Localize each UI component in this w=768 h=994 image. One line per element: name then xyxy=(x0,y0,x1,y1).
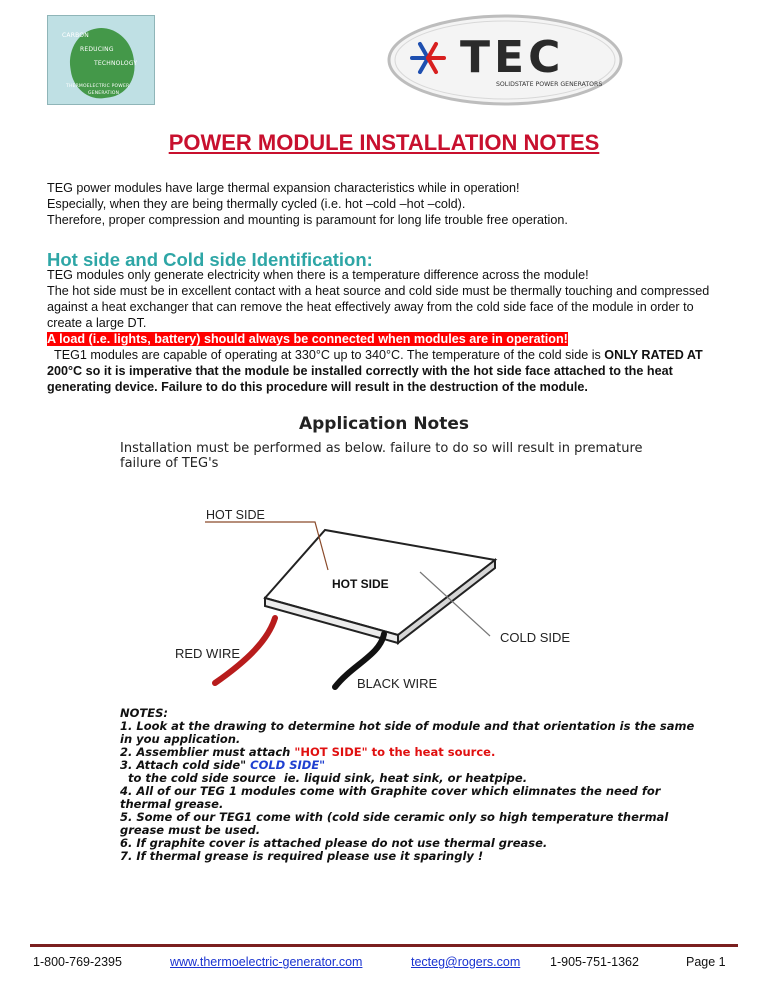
note-3-text: 3. Attach cold side" xyxy=(120,758,251,772)
footer-website[interactable] xyxy=(170,955,362,969)
footer-rule xyxy=(30,944,738,947)
intro-line-2: Especially, when they are being thermally cycled (i.e. hot –cold –hot –cold). xyxy=(47,197,466,211)
note-3-cold-side: COLD SIDE" xyxy=(250,758,326,772)
app-notes-subtitle: Installation must be performed as below. failure to do so will result in premature failure of TEG's xyxy=(120,441,643,471)
logo-text-line2: GENERATION xyxy=(88,91,120,96)
footer-phone-local: 1-905-751-1362 xyxy=(550,955,639,969)
section-p3-normal: TEG1 modules are capable of operating at 330°C up to 340°C. The temperature of the cold side is xyxy=(47,348,605,362)
label-red-wire: RED WIRE xyxy=(175,646,240,661)
logo-text-reducing: REDUCING xyxy=(80,46,114,53)
footer-email-link[interactable]: tecteg@rogers.com xyxy=(411,955,521,969)
tec-logo xyxy=(386,12,624,108)
logo-text-line1: THERMOELECTRIC POWER xyxy=(66,84,130,89)
note-3 xyxy=(120,759,700,785)
label-hot-side-callout: HOT SIDE xyxy=(206,510,265,522)
notes-list xyxy=(120,707,700,863)
footer-phone-tollfree: 1-800-769-2395 xyxy=(33,955,122,969)
section-p2: The hot side must be in excellent contact with a heat source and cold side must be thermally touching and compressed against a heat exchanger that can remove the heat effectively away from the cold side face of the module in order to create a large DT. xyxy=(47,284,710,330)
footer-page-number: Page 1 xyxy=(686,955,726,969)
footer-email[interactable] xyxy=(411,955,520,969)
tec-logo-tagline: SOLIDSTATE POWER GENERATORS xyxy=(496,81,603,88)
intro-line-1: TEG power modules have large thermal expansion characteristics while in operation! xyxy=(47,181,520,195)
label-cold-side: COLD SIDE xyxy=(500,630,571,645)
carbon-reducing-logo xyxy=(47,15,155,105)
footer-website-link[interactable]: www.thermoelectric-generator.com xyxy=(170,955,363,969)
notes-heading: NOTES: xyxy=(120,706,168,720)
note-2-hot-side: "HOT SIDE" to the heat source. xyxy=(294,745,496,759)
tec-logo-brand: TEC xyxy=(460,32,565,83)
app-notes-title: Application Notes xyxy=(298,414,470,434)
note-3-rest: to the cold side source ie. liquid sink, heat sink, or heatpipe. xyxy=(120,771,528,785)
note-1: 1. Look at the drawing to determine hot side of module and that orientation is the same in you application. xyxy=(120,719,695,746)
logo-text-carbon: CARBON xyxy=(62,32,89,39)
note-5: 5. Some of our TEG1 come with (cold side ceramic only so high temperature thermal grease must be used. xyxy=(120,810,669,837)
intro-line-3: Therefore, proper compression and mounting is paramount for long life trouble free operation. xyxy=(47,213,568,227)
note-7: 7. If thermal grease is required please use it sparingly ! xyxy=(120,849,484,863)
logo-text-technology: TECHNOLOGY xyxy=(94,60,138,67)
section-p3-bold: ONLY RATED AT 200°C so it is imperative that the module be installed correctly with the hot side face attached to the heat generating device. Failure to do this procedure will result in the destruction of the module. xyxy=(47,348,707,394)
page-title: POWER MODULE INSTALLATION NOTES xyxy=(168,130,600,155)
note-4: 4. All of our TEG 1 modules come with Graphite cover which elimnates the need for thermal grease. xyxy=(120,784,661,811)
teg-module-diagram xyxy=(130,510,630,700)
section-heading: Hot side and Cold side Identification: xyxy=(47,249,373,270)
section-body xyxy=(47,267,727,395)
section-p1: TEG modules only generate electricity when there is a temperature difference across the module! xyxy=(47,268,589,282)
warning-highlight: A load (i.e. lights, battery) should always be connected when modules are in operation! xyxy=(47,332,568,346)
note-6: 6. If graphite cover is attached please do not use thermal grease. xyxy=(120,836,548,850)
note-2-text: 2. Assemblier must attach xyxy=(120,745,295,759)
label-black-wire: BLACK WIRE xyxy=(357,676,438,691)
section-p3 xyxy=(47,347,727,395)
intro-paragraph xyxy=(47,180,727,228)
label-hot-side-face: HOT SIDE xyxy=(332,577,389,591)
